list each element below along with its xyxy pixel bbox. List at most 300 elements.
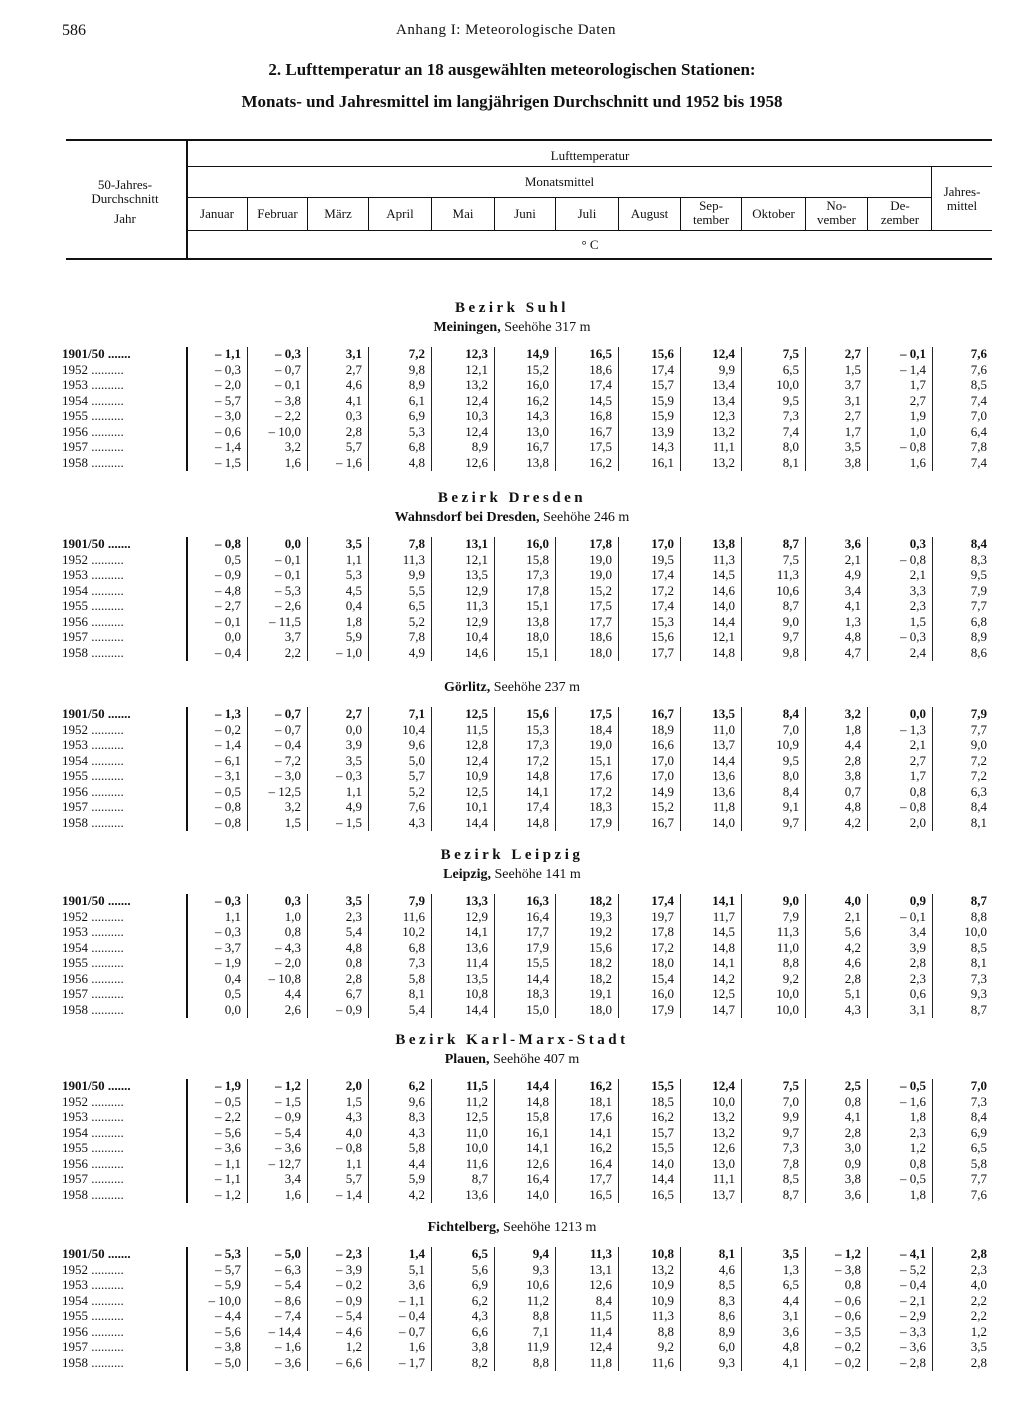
month-value-cell: 6,5 (782, 1277, 799, 1292)
month-value-cell: 14,6 (712, 582, 735, 598)
month-value-cell: 6,8 (408, 439, 425, 454)
annual-mean-cell: 6,3 (970, 783, 987, 799)
station-name: Fichtelberg, (427, 1220, 500, 1235)
month-value-cell: 1,7 (909, 768, 926, 783)
year-row (0, 645, 1024, 660)
month-value-cell: – 0,4 (399, 1308, 425, 1323)
month-value-cell: 5,7 (345, 1171, 362, 1186)
month-value-cell: 7,1 (408, 706, 425, 721)
month-value-cell: 9,7 (782, 629, 799, 644)
month-value-cell: 2,7 (844, 408, 861, 423)
month-value-cell: 14,1 (465, 924, 488, 939)
month-value-cell: 8,8 (532, 1354, 549, 1370)
year-label: 1952 .......... (62, 1093, 124, 1109)
month-value-cell: 11,3 (776, 924, 799, 939)
month-value-cell: 16,0 (651, 986, 674, 1001)
month-value-cell: 4,9 (844, 567, 861, 582)
month-value-cell: 10,0 (712, 1093, 735, 1109)
month-value-cell: 17,8 (589, 536, 612, 551)
month-divider (307, 198, 308, 230)
annual-mean-cell: 7,4 (970, 454, 987, 470)
subgroup-header: Monatsmittel (524, 174, 595, 189)
month-value-cell: 16,0 (526, 377, 549, 392)
month-value-cell: 4,3 (408, 814, 425, 830)
annual-mean-cell: 4,0 (970, 1277, 987, 1292)
month-divider (494, 198, 495, 230)
year-label: 1954 .......... (62, 1292, 124, 1308)
month-value-cell: 1,1 (345, 551, 362, 567)
month-value-cell: 17,5 (589, 598, 612, 613)
month-value-cell: 2,2 (284, 644, 301, 660)
month-value-cell: 5,2 (408, 613, 425, 629)
month-value-cell: 17,0 (651, 768, 674, 783)
station-heading (0, 680, 1024, 696)
month-value-cell: – 5,6 (215, 1124, 241, 1140)
month-value-cell: 8,5 (718, 1277, 735, 1292)
month-value-cell: 3,6 (844, 1186, 861, 1202)
month-value-cell: 8,8 (532, 1308, 549, 1323)
month-value-cell: 14,5 (712, 924, 735, 939)
month-value-cell: 8,3 (718, 1292, 735, 1308)
month-value-cell: – 5,6 (215, 1323, 241, 1339)
month-value-cell: 0,4 (345, 598, 362, 613)
month-value-cell: 3,1 (909, 1001, 926, 1017)
month-value-cell: 13,1 (589, 1261, 612, 1277)
month-value-cell: 10,0 (465, 1140, 488, 1155)
year-label: 1955 .......... (62, 1140, 124, 1155)
month-value-cell: – 4,3 (275, 939, 301, 955)
annual-mean-cell: 7,8 (970, 439, 987, 454)
month-value-cell: – 2,2 (275, 408, 301, 423)
month-value-cell: 9,5 (782, 752, 799, 768)
month-value-cell: 8,4 (782, 783, 799, 799)
month-value-cell: 12,4 (712, 1078, 735, 1093)
year-label: 1901/50 ....... (62, 346, 131, 361)
month-value-cell: 17,7 (589, 1171, 612, 1186)
annual-mean-cell: 7,2 (970, 752, 987, 768)
month-value-cell: 18,0 (651, 955, 674, 970)
year-row (0, 955, 1024, 970)
month-value-cell: – 3,6 (900, 1339, 926, 1354)
month-value-cell: – 0,1 (275, 567, 301, 582)
station-name: Plauen, (444, 1052, 490, 1067)
month-value-cell: 18,0 (526, 629, 549, 644)
annual-mean-cell: 7,3 (970, 1093, 987, 1109)
month-value-cell: – 2,7 (215, 598, 241, 613)
row-label-line-3: Jahr (114, 211, 136, 226)
month-value-cell: – 1,9 (215, 1078, 241, 1093)
year-label: 1953 .......... (62, 737, 124, 752)
month-value-cell: 10,9 (465, 768, 488, 783)
annual-mean-cell: 9,5 (970, 567, 987, 582)
month-value-cell: 2,1 (844, 551, 861, 567)
month-value-cell: – 5,3 (275, 582, 301, 598)
year-label: 1957 .......... (62, 799, 124, 814)
month-header-line-2: tember (692, 212, 730, 227)
month-value-cell: 12,4 (465, 752, 488, 768)
month-value-cell: 6,2 (408, 1078, 425, 1093)
month-value-cell: – 1,6 (275, 1339, 301, 1354)
year-row (0, 940, 1024, 955)
month-value-cell: 11,7 (712, 908, 735, 924)
month-value-cell: 15,6 (651, 629, 674, 644)
month-value-cell: 4,3 (345, 1109, 362, 1124)
average-row (0, 706, 1024, 721)
annual-mean-cell: 8,1 (970, 955, 987, 970)
month-value-cell: 15,7 (651, 1124, 674, 1140)
month-value-cell: 1,4 (408, 1246, 425, 1261)
month-value-cell: – 0,8 (215, 814, 241, 830)
month-value-cell: 6,6 (471, 1323, 488, 1339)
month-value-cell: 11,4 (589, 1323, 612, 1339)
month-value-cell: 3,2 (844, 706, 861, 721)
month-value-cell: – 6,1 (215, 752, 241, 768)
month-value-cell: 5,8 (408, 970, 425, 986)
year-row (0, 1262, 1024, 1277)
year-row (0, 1324, 1024, 1339)
month-value-cell: 14,8 (526, 768, 549, 783)
month-value-cell: – 5,0 (275, 1246, 301, 1261)
month-value-cell: – 2,8 (900, 1354, 926, 1370)
month-value-cell: 3,8 (844, 768, 861, 783)
subgroup-rule (188, 197, 931, 198)
month-value-cell: 15,0 (526, 1001, 549, 1017)
month-value-cell: 4,8 (844, 799, 861, 814)
month-value-cell: 4,1 (844, 598, 861, 613)
year-row (0, 1156, 1024, 1171)
month-value-cell: 16,7 (651, 706, 674, 721)
month-value-cell: 19,1 (589, 986, 612, 1001)
month-value-cell: 17,4 (651, 361, 674, 377)
year-label: 1956 .......... (62, 1323, 124, 1339)
month-value-cell: 10,4 (402, 721, 425, 737)
month-value-cell: 1,0 (284, 908, 301, 924)
month-value-cell: 12,4 (712, 346, 735, 361)
annual-header-line-2: mittel (946, 198, 978, 213)
month-value-cell: 4,3 (408, 1124, 425, 1140)
month-divider (431, 198, 432, 230)
month-value-cell: – 0,3 (215, 893, 241, 908)
month-value-cell: 14,4 (526, 1078, 549, 1093)
month-value-cell: – 4,1 (900, 1246, 926, 1261)
month-header: Juni (514, 206, 536, 221)
year-label: 1958 .......... (62, 814, 124, 830)
annual-mean-cell: 1,2 (970, 1323, 987, 1339)
month-value-cell: 6,0 (718, 1339, 735, 1354)
month-value-cell: 3,4 (844, 582, 861, 598)
month-header: No- (826, 198, 847, 213)
month-value-cell: 16,5 (651, 1186, 674, 1202)
month-value-cell: – 3,9 (336, 1261, 362, 1277)
year-row (0, 1355, 1024, 1370)
month-value-cell: 5,2 (408, 783, 425, 799)
month-value-cell: 17,6 (589, 768, 612, 783)
month-value-cell: 2,8 (909, 955, 926, 970)
month-value-cell: 1,7 (844, 423, 861, 439)
month-value-cell: 13,5 (465, 567, 488, 582)
year-row (0, 1308, 1024, 1323)
month-value-cell: 10,8 (465, 986, 488, 1001)
month-value-cell: – 0,7 (399, 1323, 425, 1339)
month-value-cell: 5,7 (408, 768, 425, 783)
month-value-cell: 4,4 (408, 1155, 425, 1171)
month-divider (867, 198, 868, 230)
month-value-cell: 3,7 (844, 377, 861, 392)
month-value-cell: 10,9 (776, 737, 799, 752)
month-value-cell: – 2,3 (336, 1246, 362, 1261)
year-label: 1952 .......... (62, 551, 124, 567)
month-value-cell: 14,5 (589, 392, 612, 408)
month-value-cell: – 11,5 (268, 613, 301, 629)
month-value-cell: 13,0 (712, 1155, 735, 1171)
year-label: 1954 .......... (62, 939, 124, 955)
month-value-cell: 14,9 (526, 346, 549, 361)
month-value-cell: 16,3 (526, 893, 549, 908)
month-value-cell: 13,5 (712, 706, 735, 721)
month-value-cell: 17,0 (651, 536, 674, 551)
month-value-cell: 6,9 (471, 1277, 488, 1292)
month-value-cell: 2,3 (345, 908, 362, 924)
month-value-cell: 9,3 (718, 1354, 735, 1370)
month-value-cell: – 0,9 (275, 1109, 301, 1124)
month-value-cell: – 1,3 (215, 706, 241, 721)
month-value-cell: 18,3 (589, 799, 612, 814)
month-value-cell: 4,8 (844, 629, 861, 644)
month-value-cell: 13,2 (465, 377, 488, 392)
month-value-cell: 14,2 (712, 970, 735, 986)
month-value-cell: 4,4 (284, 986, 301, 1001)
month-value-cell: 10,2 (402, 924, 425, 939)
year-row (0, 924, 1024, 939)
month-value-cell: 16,2 (526, 392, 549, 408)
month-value-cell: 18,1 (589, 1093, 612, 1109)
month-value-cell: 0,0 (909, 706, 926, 721)
annual-mean-cell: 5,8 (970, 1155, 987, 1171)
month-value-cell: 11,0 (712, 721, 735, 737)
running-head: Anhang I: Meteorologische Daten (396, 22, 617, 38)
month-value-cell: 12,5 (465, 1109, 488, 1124)
month-value-cell: 19,5 (651, 551, 674, 567)
row-label-line-1: 50-Jahres- (97, 177, 153, 192)
month-value-cell: 0,8 (844, 1093, 861, 1109)
month-value-cell: 1,1 (345, 783, 362, 799)
month-value-cell: 13,6 (712, 783, 735, 799)
month-value-cell: 1,5 (284, 814, 301, 830)
year-label: 1955 .......... (62, 408, 124, 423)
annual-mean-cell: 2,8 (970, 1354, 987, 1370)
station-heading (0, 1220, 1024, 1236)
month-value-cell: 8,9 (471, 439, 488, 454)
month-value-cell: 1,1 (224, 908, 241, 924)
month-value-cell: 15,5 (651, 1140, 674, 1155)
month-value-cell: 11,6 (651, 1354, 674, 1370)
month-value-cell: 10,6 (526, 1277, 549, 1292)
month-value-cell: – 1,4 (336, 1186, 362, 1202)
month-value-cell: – 5,0 (215, 1354, 241, 1370)
month-value-cell: 14,3 (526, 408, 549, 423)
year-label: 1953 .......... (62, 1277, 124, 1292)
month-value-cell: 8,4 (782, 706, 799, 721)
month-value-cell: 13,2 (712, 1109, 735, 1124)
annual-mean-cell: 6,8 (970, 613, 987, 629)
month-value-cell: 4,5 (345, 582, 362, 598)
month-value-cell: – 3,5 (835, 1323, 861, 1339)
month-value-cell: – 0,7 (275, 706, 301, 721)
header-top-rule (66, 139, 992, 141)
month-value-cell: 3,1 (345, 346, 362, 361)
month-value-cell: 3,6 (844, 536, 861, 551)
month-value-cell: 16,4 (589, 1155, 612, 1171)
month-value-cell: 2,0 (345, 1078, 362, 1093)
month-value-cell: – 0,5 (215, 783, 241, 799)
month-value-cell: – 1,3 (900, 721, 926, 737)
month-value-cell: – 0,7 (275, 721, 301, 737)
month-value-cell: 15,7 (651, 377, 674, 392)
month-value-cell: – 3,0 (215, 408, 241, 423)
month-value-cell: 15,9 (651, 392, 674, 408)
month-value-cell: – 7,4 (275, 1308, 301, 1323)
month-value-cell: 6,8 (408, 939, 425, 955)
month-value-cell: 8,7 (782, 536, 799, 551)
region-heading: Bezirk Leipzig (440, 847, 584, 863)
month-value-cell: – 0,2 (835, 1354, 861, 1370)
month-value-cell: 12,5 (465, 783, 488, 799)
month-value-cell: 7,0 (782, 1093, 799, 1109)
month-value-cell: 7,8 (408, 536, 425, 551)
month-value-cell: 0,5 (224, 986, 241, 1001)
month-value-cell: 3,5 (345, 893, 362, 908)
month-value-cell: 5,0 (408, 752, 425, 768)
month-value-cell: 12,6 (465, 454, 488, 470)
month-value-cell: 17,9 (589, 814, 612, 830)
month-value-cell: 15,6 (589, 939, 612, 955)
month-value-cell: 2,5 (844, 1078, 861, 1093)
year-row (0, 753, 1024, 768)
month-value-cell: 6,2 (471, 1292, 488, 1308)
average-row (0, 893, 1024, 908)
month-value-cell: 15,2 (651, 799, 674, 814)
month-value-cell: 9,3 (532, 1261, 549, 1277)
month-value-cell: – 0,8 (900, 551, 926, 567)
year-label: 1955 .......... (62, 955, 124, 970)
month-value-cell: – 1,0 (336, 644, 362, 660)
month-value-cell: 9,0 (782, 893, 799, 908)
month-value-cell: 13,2 (712, 423, 735, 439)
year-label: 1956 .......... (62, 783, 124, 799)
month-value-cell: 5,6 (471, 1261, 488, 1277)
month-value-cell: 11,0 (776, 939, 799, 955)
month-value-cell: – 0,7 (275, 361, 301, 377)
month-value-cell: 19,0 (589, 737, 612, 752)
month-value-cell: 9,2 (782, 970, 799, 986)
year-row (0, 1339, 1024, 1354)
month-value-cell: – 1,4 (215, 439, 241, 454)
annual-header-line-1: Jahres- (943, 184, 981, 199)
month-value-cell: 17,5 (589, 439, 612, 454)
month-value-cell: 8,7 (782, 1186, 799, 1202)
month-value-cell: – 0,9 (215, 567, 241, 582)
month-value-cell: 8,9 (408, 377, 425, 392)
month-value-cell: 2,8 (844, 1124, 861, 1140)
month-value-cell: 13,7 (712, 737, 735, 752)
month-value-cell: 16,5 (589, 1186, 612, 1202)
region-heading: Bezirk Suhl (455, 300, 569, 316)
month-value-cell: 0,7 (844, 783, 861, 799)
month-value-cell: – 0,1 (900, 346, 926, 361)
year-row (0, 799, 1024, 814)
month-value-cell: – 3,0 (275, 768, 301, 783)
annual-mean-cell: 7,0 (970, 408, 987, 423)
month-value-cell: 9,6 (408, 737, 425, 752)
month-value-cell: 13,4 (712, 377, 735, 392)
month-value-cell: 7,9 (408, 893, 425, 908)
average-row (0, 346, 1024, 361)
month-value-cell: 4,1 (782, 1354, 799, 1370)
month-value-cell: 0,8 (345, 955, 362, 970)
month-value-cell: – 0,4 (215, 644, 241, 660)
month-value-cell: – 10,0 (208, 1292, 241, 1308)
month-value-cell: 5,4 (345, 924, 362, 939)
month-value-cell: 2,4 (909, 644, 926, 660)
month-value-cell: 10,0 (776, 986, 799, 1001)
month-value-cell: – 0,8 (215, 536, 241, 551)
month-value-cell: 12,1 (465, 361, 488, 377)
month-value-cell: 1,0 (909, 423, 926, 439)
station-altitude: Seehöhe 1213 m (503, 1220, 597, 1235)
month-value-cell: – 7,2 (275, 752, 301, 768)
month-value-cell: 0,0 (224, 629, 241, 644)
month-value-cell: 1,9 (909, 408, 926, 423)
year-label: 1955 .......... (62, 1308, 124, 1323)
month-value-cell: 2,1 (844, 908, 861, 924)
month-value-cell: 14,4 (465, 814, 488, 830)
month-value-cell: 9,5 (782, 392, 799, 408)
month-value-cell: – 6,6 (336, 1354, 362, 1370)
year-label: 1954 .......... (62, 752, 124, 768)
month-value-cell: 13,7 (712, 1186, 735, 1202)
month-value-cell: – 2,1 (900, 1292, 926, 1308)
month-value-cell: 2,8 (844, 970, 861, 986)
month-value-cell: 3,0 (844, 1140, 861, 1155)
month-value-cell: 0,0 (224, 1001, 241, 1017)
annual-mean-cell: 8,5 (970, 377, 987, 392)
year-label: 1955 .......... (62, 768, 124, 783)
month-value-cell: 8,4 (595, 1292, 612, 1308)
month-value-cell: 15,6 (651, 346, 674, 361)
month-divider (618, 198, 619, 230)
month-value-cell: – 5,2 (900, 1261, 926, 1277)
month-value-cell: 0,9 (844, 1155, 861, 1171)
month-value-cell: 14,4 (712, 752, 735, 768)
table-title-line-1: 2. Lufttemperatur an 18 ausgewählten meteorologischen Stationen: (268, 60, 756, 79)
month-value-cell: – 1,7 (399, 1354, 425, 1370)
month-value-cell: 10,0 (776, 377, 799, 392)
month-value-cell: 12,9 (465, 908, 488, 924)
month-value-cell: 13,2 (712, 454, 735, 470)
month-value-cell: 14,4 (526, 970, 549, 986)
year-label: 1952 .......... (62, 361, 124, 377)
month-value-cell: 18,0 (589, 1001, 612, 1017)
month-value-cell: – 0,3 (900, 629, 926, 644)
year-row (0, 567, 1024, 582)
month-value-cell: 1,6 (909, 454, 926, 470)
month-value-cell: 17,9 (526, 939, 549, 955)
year-row (0, 408, 1024, 423)
month-value-cell: 19,0 (589, 551, 612, 567)
annual-mean-cell: 8,5 (970, 939, 987, 955)
month-value-cell: 4,2 (844, 814, 861, 830)
month-value-cell: 9,1 (782, 799, 799, 814)
